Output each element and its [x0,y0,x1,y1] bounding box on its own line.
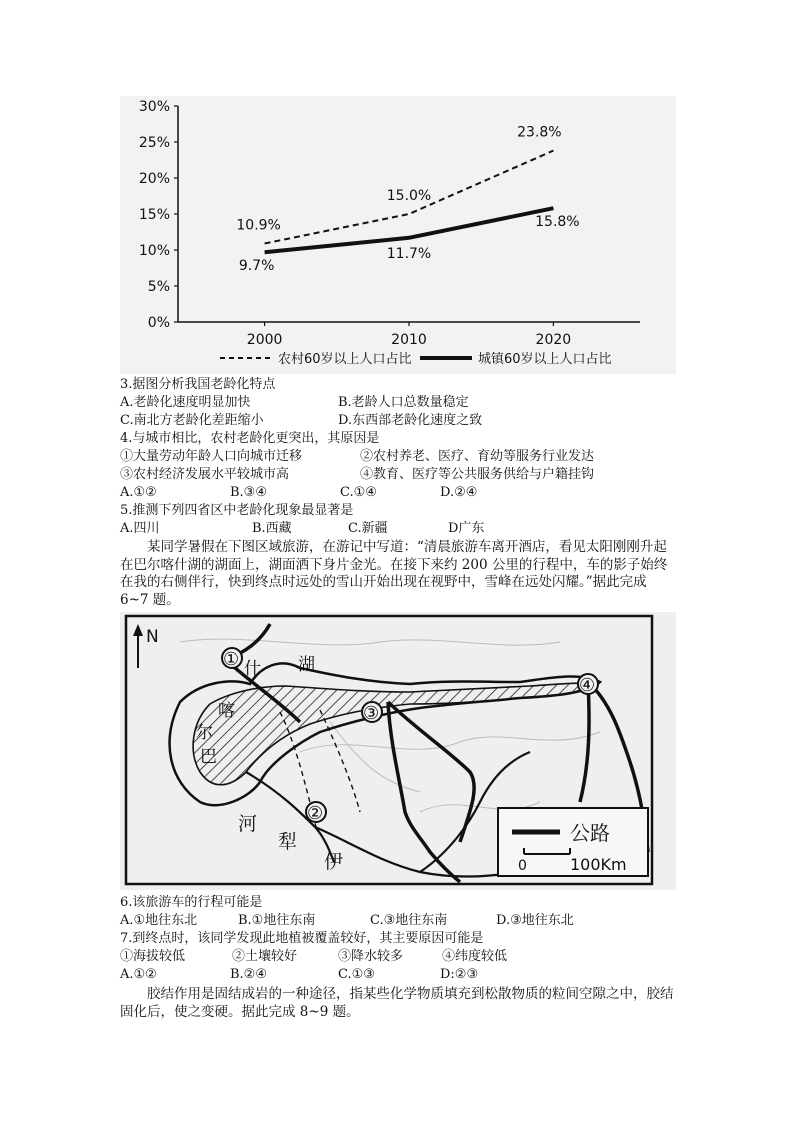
marker-1-label: ① [223,649,240,670]
q5-option-b: B.西藏 [252,521,292,536]
river-char-he: 河 [238,813,258,835]
x-tick-label: 2000 [246,332,283,348]
marker-2-label: ② [307,803,324,824]
legend-rural-label: 农村60岁以上人口占比 [278,352,412,367]
q7-option-a: A.①② [120,967,157,982]
scale-start-label: 0 [518,858,527,874]
cementation-passage: 胶结作用是固结成岩的一种途径，指某些化学物质填充到松散物质的粒间空隙之中，胶结固化后，使之变硬。据此完成 8~9 题。 [120,986,674,1020]
x-axis [178,322,640,348]
travel-passage: 某同学暑假在下图区域旅游，在游记中写道：“清晨旅游车离开酒店，看见太阳刚刚升起在巴尔喀什湖的湖面上，湖面洒下身片金光。在接下来约 200 公里的行程中，车的影子始终在我的右侧伴行，快到终点时远处的雪山开始出现在视野中，雪峰在远处闪耀。”据此完成 6~7 题。 [120,539,668,608]
marker-4-label: ④ [579,675,596,696]
q3-option-d: D.东西部老龄化速度之致 [338,413,483,428]
map-legend [498,808,648,876]
x-tick-label: 2010 [391,332,427,348]
balkhash-region-map [120,612,676,890]
q4-stem: 4.与城市相比，农村老龄化更突出，其原因是 [120,431,380,446]
lake-char-ba: 巴 [200,747,217,767]
y-tick-label: 0% [147,315,170,331]
q6-option-d: D.③地往东北 [496,913,574,928]
q7-stem: 7.到终点时，该同学发现此地植被覆盖较好，其主要原因可能是 [120,931,484,946]
q3-option-a: A.老龄化速度明显加快 [120,395,251,410]
q5-option-d: D广东 [448,521,485,536]
q7-item-1: ①海拔较低 [120,949,186,964]
lake-char-ka: 喀 [218,701,235,721]
legend-road-label: 公路 [570,821,610,845]
q7-option-b: B.②④ [230,967,267,982]
legend-urban-label: 城镇60岁以上人口占比 [478,352,612,367]
chart-legend [220,351,612,367]
q4-option-b: B.③④ [230,485,267,500]
marker-2 [306,802,326,824]
marker-3 [362,702,382,724]
y-tick-label: 10% [138,243,170,259]
q6-option-b: B.①地往东南 [238,913,316,928]
north-label: N [146,627,159,647]
lake-char-shi: 什 [244,659,261,679]
y-tick-label: 5% [147,279,170,295]
marker-1 [222,648,242,670]
q7-item-3: ③降水较多 [338,949,404,964]
q6-option-a: A.①地往东北 [120,913,198,928]
q4-item-3: ③农村经济发展水平较城市高 [120,467,290,482]
q3-option-b: B.老龄人口总数量稳定 [338,395,469,410]
q4-option-a: A.①② [120,485,157,500]
data-label: 10.9% [236,217,281,234]
q4-option-d: D.②④ [440,485,478,500]
data-label: 23.8% [517,124,562,141]
chart-svg [120,96,676,374]
data-label: 9.7% [238,258,275,275]
y-tick-label: 20% [138,171,170,187]
q4-item-4: ④教育、医疗等公共服务供给与户籍挂钩 [360,467,595,482]
q7-option-d: D:②③ [440,967,479,982]
scale-end-label: 100Km [570,855,627,874]
lake-char-er: 尔 [196,723,213,743]
q3-option-c: C.南北方老龄化差距缩小 [120,413,264,428]
q4-item-2: ②农村养老、医疗、育幼等服务行业发达 [360,449,595,464]
q7-item-2: ②土壤较好 [232,949,298,964]
q7-option-c: C.①③ [338,967,375,982]
y-axis [139,99,178,331]
map-svg [120,612,676,890]
data-label: 15.0% [386,188,432,204]
q4-item-1: ①大量劳动年龄人口向城市迁移 [120,449,303,464]
q4-option-c: C.①④ [340,485,377,500]
q3-stem: 3.据图分析我国老龄化特点 [120,377,276,392]
river-char-yi: 伊 [324,851,344,873]
q5-stem: 5.推测下列四省区中老龄化现象最显著是 [120,503,354,518]
x-tick-label: 2020 [535,332,572,348]
y-tick-label: 25% [138,135,170,151]
marker-4 [578,674,598,696]
q6-option-c: C.③地往东南 [370,913,448,928]
data-label: 11.7% [386,245,432,262]
q6-stem: 6.该旅游车的行程可能是 [120,895,263,910]
river-char-li: 犁 [278,831,298,853]
aging-line-chart [120,96,676,374]
north-arrow-head-icon [133,624,143,636]
q7-item-4: ④纬度较低 [442,949,508,964]
y-tick-label: 15% [138,207,170,223]
q5-option-a: A.四川 [120,521,160,536]
data-label: 15.8% [535,214,580,231]
y-tick-label: 30% [138,99,170,115]
q5-option-c: C.新疆 [348,521,388,536]
marker-3-label: ③ [363,703,380,724]
lake-char-hu: 湖 [298,655,315,675]
